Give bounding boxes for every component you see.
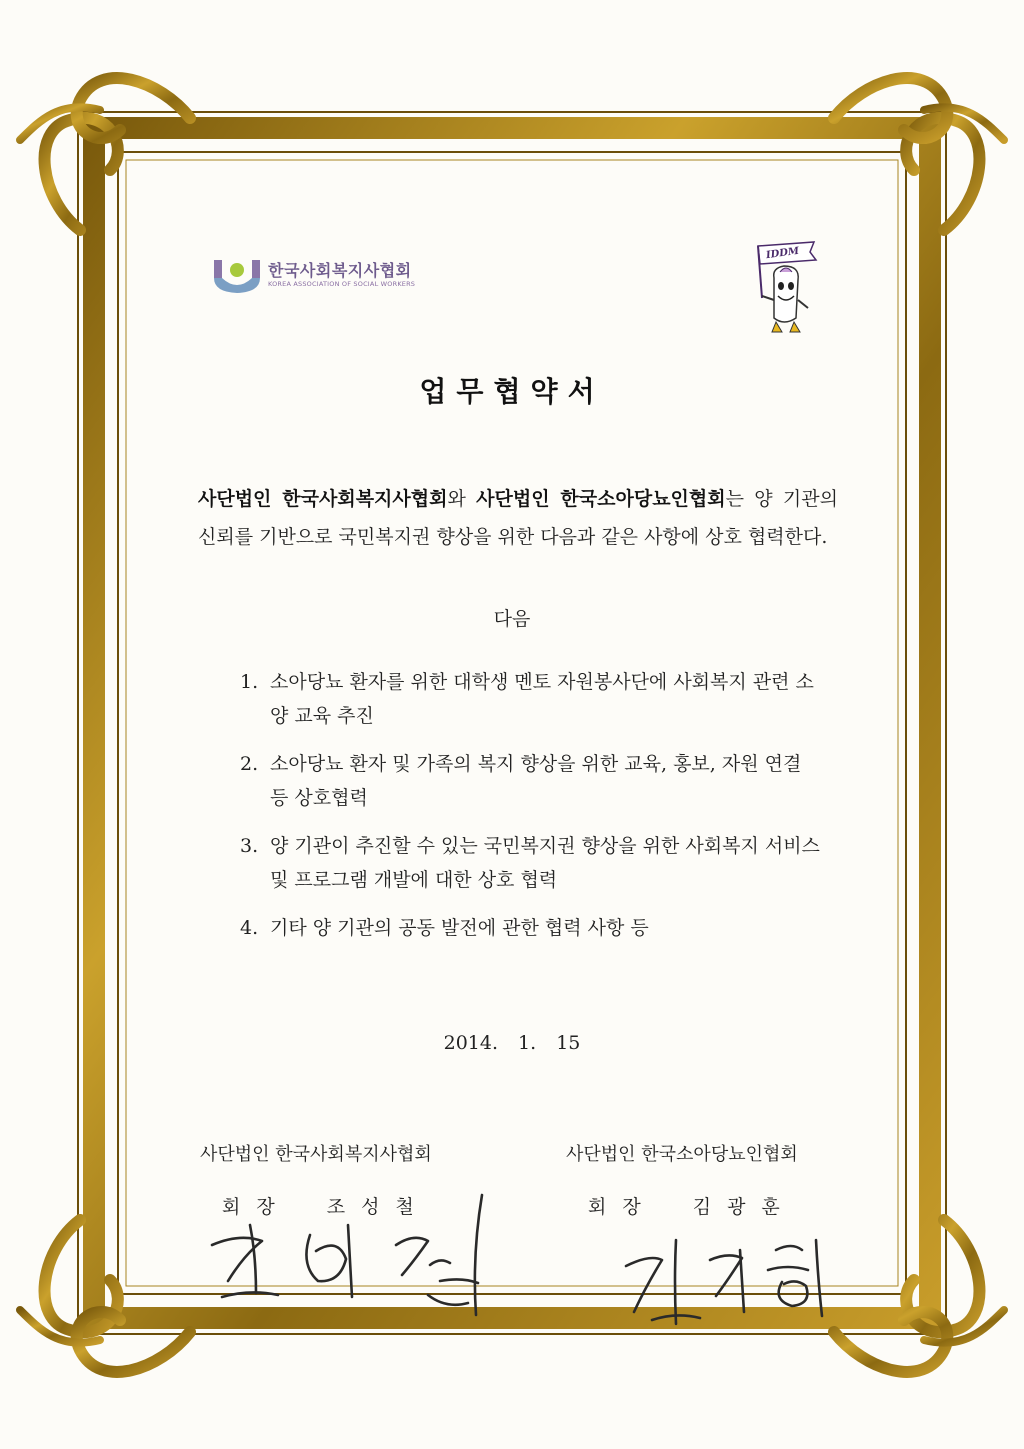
list-item	[240, 665, 820, 733]
intro-rest: 는 양 기관의 신뢰를 기반으로 국민복지권 향상을 위한 다음과 같은 사항에 상호 협력한다.	[198, 488, 838, 548]
agreement-items-list	[240, 665, 820, 959]
kasw-emblem-icon	[212, 258, 262, 294]
item-number: 2.	[240, 753, 259, 775]
document-title: 업무협약서	[419, 375, 605, 408]
signatory-name: 조성철	[326, 1196, 430, 1218]
kasw-name-english: KOREA ASSOCIATION OF SOCIAL WORKERS	[268, 280, 416, 288]
signatory-org: 사단법인 한국사회복지사협회	[200, 1144, 432, 1165]
item-number: 1.	[240, 671, 259, 693]
list-item	[240, 911, 820, 945]
item-text: 소아당뇨 환자 및 가족의 복지 향상을 위한 교육, 홍보, 자원 연결 등 상호협력	[270, 753, 802, 809]
intro-org-1: 사단법인 한국사회복지사협회	[198, 488, 448, 510]
item-text: 소아당뇨 환자를 위한 대학생 멘토 자원봉사단에 사회복지 관련 소양 교육 추진	[270, 671, 814, 727]
item-number: 4.	[240, 917, 259, 939]
list-item	[240, 747, 820, 815]
signatory-right	[566, 1140, 866, 1219]
list-item	[240, 829, 820, 897]
signature-left	[200, 1185, 500, 1320]
kasw-logo	[212, 258, 452, 298]
iddm-mascot-logo	[744, 238, 824, 338]
signatory-role: 회장	[588, 1196, 657, 1218]
iddm-flag-text: IDDM	[765, 245, 800, 262]
signatory-org: 사단법인 한국소아당뇨인협회	[566, 1144, 798, 1165]
intro-paragraph	[198, 480, 838, 556]
signatory-role-line	[566, 1192, 866, 1219]
intro-conjunction: 와	[447, 488, 477, 510]
signatory-role: 회장	[222, 1196, 291, 1218]
kasw-name-korean: 한국사회복지사협회	[268, 261, 412, 280]
signatory-name: 김광훈	[692, 1196, 796, 1218]
item-number: 3.	[240, 835, 259, 857]
agreement-date: 2014. 1. 15	[443, 1032, 581, 1054]
item-text: 기타 양 기관의 공동 발전에 관한 협력 사항 등	[270, 917, 649, 939]
signature-right	[616, 1220, 836, 1330]
intro-org-2: 사단법인 한국소아당뇨인협회	[476, 488, 726, 510]
item-text: 양 기관이 추진할 수 있는 국민복지권 향상을 위한 사회복지 서비스 및 프로그램 개발에 대한 상호 협력	[270, 835, 820, 891]
section-heading: 다음	[493, 608, 531, 630]
